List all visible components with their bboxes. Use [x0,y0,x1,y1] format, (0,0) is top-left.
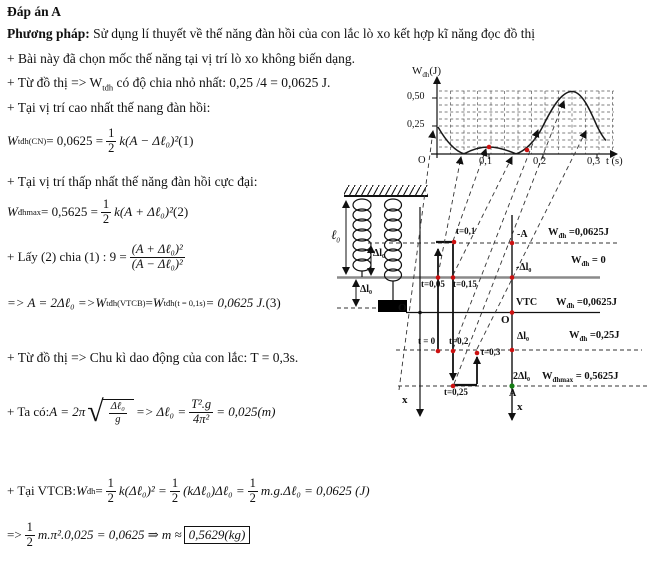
time-label-t01: t=0,1 [456,226,476,236]
fraction: $\frac{1}{2}$ [108,126,115,155]
fraction: $\frac{1}{2}$ [26,520,33,549]
origin-right-label: O [501,314,510,326]
graph-xtick-02: 0,2 [533,156,547,167]
time-label-t02: t=0,2 [449,336,469,346]
spring-unstretched [353,199,371,277]
equation-2: W đhmax = 0,5625 = $\frac{1}{2}$ k(A + Δℓ₀)² (2) [7,197,189,226]
fraction: $\frac{\text{(A + Δℓ₀)²}}{\text{(A − Δℓ₀)²}}$ [131,242,183,271]
time-label-t025: t=0,25 [444,387,468,397]
fraction: $\frac{1}{2}$ [171,476,179,505]
x-right-label: x [517,401,523,413]
division-line: + Từ đồ thị => $W_{tđh}$ có độ chia nhỏ nhất: 0,25 /4 = 0,0625 J. [7,75,331,93]
equation-5: + Ta có: A = 2π √ $\frac{\text{Δℓ₀}}{g}$ => Δℓ₀ = $\frac{\text{T².g}}{\text{4π²}}$ = 0,025(m) [7,395,276,429]
ceiling-hatch [344,185,428,196]
time-label-t005: t=0,05 [421,279,445,289]
graph-xtick-03: 0,3 [587,156,601,167]
fraction: $\frac{1}{2}$ [249,476,256,505]
graph-ytick-050: 0,50 [407,91,425,102]
w-label-3: $W_{đh} =0,25J$ [569,330,620,344]
spring-stretched [385,199,402,300]
equation-6: + Tại VTCB: W đh = $\frac{1}{2}$ k(Δℓ₀)² = $\frac{1}{2}$ (kΔℓ₀)Δℓ₀ = $\frac{1}{2}$ m.g.Δℓ₀ = 0,0625 (J) [7,476,370,505]
solution-title: Đáp án A [7,4,62,19]
position-label-a: A [509,388,517,399]
origin-left-label: O [398,302,407,314]
w-label-1: $W_{đh} = 0$ [571,255,606,269]
time-label-t015: t=0,15 [453,279,477,289]
equation-3: + Lấy (2) chia (1) : 9 = $\frac{\text{(A + Δℓ₀)²}}{\text{(A − Δℓ₀)²}}$ [7,242,183,271]
position-label-dl: Δl₀ [517,331,530,342]
graph-ytick-025: 0,25 [407,119,425,130]
delta-l-bottom-label: Δl₀ [360,284,373,295]
energy-time-graph [431,77,617,159]
final-answer-box: 0,5629(kg) [184,526,251,544]
position-label-2dl: 2Δl₀ [513,371,531,382]
w-label-4: $W_{đhmax} = 0,5625J$ [542,371,619,385]
graph-xtick-01: 0,1 [479,156,493,167]
equation-1: W tđh(CN) = 0,0625 = $\frac{1}{2}$ k(A − Δℓ₀)² (1) [7,126,194,155]
natural-length-label: ℓ$_0$ [331,227,340,245]
equation-7-result: => $\frac{1}{2}$ m.π².0,025 = 0,0625 ⇒ m ≈ 0,5629(kg) [7,521,250,550]
method-label: Phương pháp: [7,26,90,41]
x-left-label: x [402,394,408,406]
datum-line: + Bài này đã chọn mốc thế năng tại vị trí lò xo không biến dạng. [7,51,356,66]
graph-ylabel: $W_{đh}(J)$ [412,65,441,80]
graph-origin-label: O [418,155,426,166]
fraction: $\frac{1}{2}$ [102,197,110,226]
square-root: √ $\frac{\text{Δℓ₀}}{g}$ [87,399,134,425]
position-label-vtc: VTC [516,297,538,308]
lowest-point-line: + Tại vị trí thấp nhất thế năng đàn hồi cực đại: [7,174,258,189]
graph-hgrid [439,91,614,147]
fraction: $\frac{1}{2}$ [107,476,114,505]
energy-curve [438,92,606,154]
position-label-minus-dl: -Δl₀ [516,262,532,273]
graph-xlabel: t (s) [606,156,623,167]
method-line: Phương pháp: Sử dụng lí thuyết về thế năng đàn hồi của con lắc lò xo kết hợp kĩ năng đọc đồ thị [7,26,535,41]
highest-point-line: + Tại vị trí cao nhất thế nang đàn hồi: [7,100,211,115]
time-label-t03: t=0,3 [481,347,501,357]
w-label-2: $W_{đh} =0,0625J$ [556,297,618,311]
graph-vgrid [451,91,613,154]
time-label-t0: t = 0 [418,336,436,346]
period-line: + Từ đồ thị => Chu kì dao động của con lắc: T = 0,3s. [7,350,299,365]
equation-4: => A = 2Δℓ₀ => W tđh(VTCB) = W tđh(t = 0,1s) = 0,0625 J. (3) [7,295,281,310]
w-label-0: $W_{đh} =0,0625J$ [548,227,610,241]
fraction: $\frac{\text{T².g}}{\text{4π²}}$ [191,397,212,426]
delta-l-top-label: Δl₀ [373,248,386,259]
position-label-minus-a: -A [517,229,528,240]
